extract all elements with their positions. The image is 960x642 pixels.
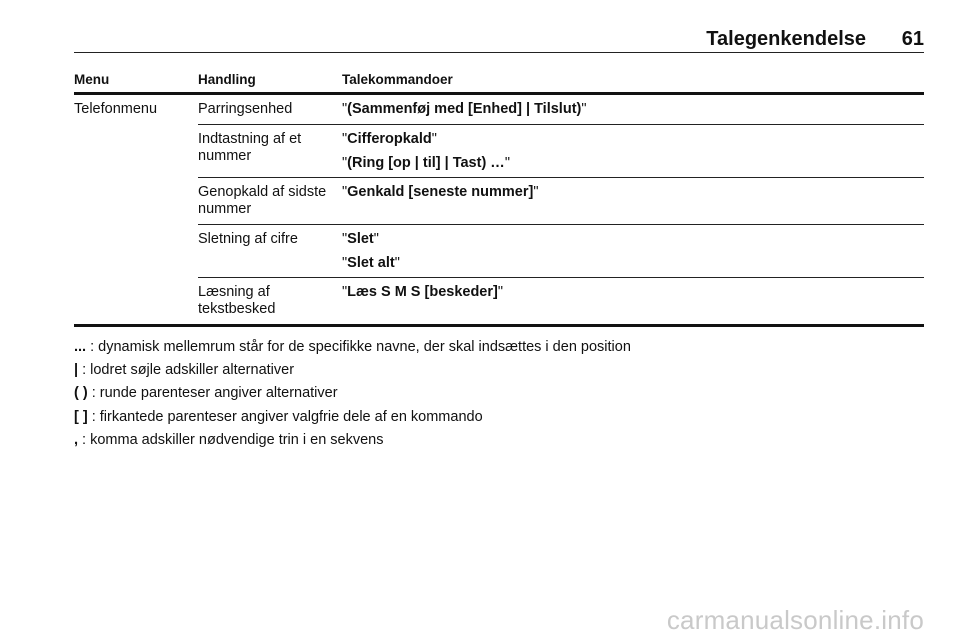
legend-item: ... : dynamisk mellemrum står for de specifikke navne, der skal indsættes i den position (74, 339, 631, 355)
commands-cell (342, 284, 503, 308)
page-title: Talegenkendelse (706, 28, 866, 50)
column-header-commands: Talekommandoer (342, 72, 453, 87)
watermark: carmanualsonline.info (666, 605, 924, 635)
action-cell: Sletning af cifre (198, 231, 298, 247)
page-number: 61 (901, 28, 924, 50)
voice-commands-table (74, 68, 924, 327)
column-header-action: Handling (198, 72, 256, 87)
table-bottom-rule (74, 324, 924, 327)
action-cell: Parringsenhed (198, 101, 293, 117)
voice-command: "Slet" (342, 231, 379, 247)
legend-item: [ ] : firkantede parenteser angiver valgfrie dele af en kommando (74, 408, 483, 425)
table-row (198, 125, 924, 178)
commands-cell (342, 184, 538, 208)
table-group-phone-menu (74, 95, 924, 327)
voice-command: "Genkald [seneste nummer]" (342, 184, 539, 200)
voice-command: "Slet alt" (342, 255, 400, 271)
voice-command: "(Sammenføj med [Enhed] | Tilslut)" (342, 101, 587, 117)
action-cell: Læsning af tekstbesked (198, 284, 276, 317)
table-row (74, 278, 924, 327)
legend-item: ( ) : runde parenteser angiver alternativer (74, 385, 338, 402)
table-row (198, 178, 924, 225)
page-header (74, 28, 924, 53)
table-header-row (74, 68, 924, 95)
commands-cell (342, 101, 587, 125)
legend-item: , : komma adskiller nødvendige trin i en sekvens (74, 431, 384, 448)
legend (74, 336, 631, 452)
menu-cell: Telefonmenu (74, 101, 158, 117)
voice-command: "Læs S M S [beskeder]" (342, 284, 503, 300)
action-cell: Genopkald af sidste nummer (198, 184, 327, 217)
commands-cell (342, 231, 400, 279)
action-cell: Indtastning af et nummer (198, 131, 302, 164)
table-row (198, 225, 924, 278)
commands-cell (342, 131, 510, 179)
table-row (198, 95, 924, 125)
column-header-menu: Menu (74, 72, 110, 87)
voice-command: "(Ring [op | til] | Tast) …" (342, 155, 510, 171)
voice-command: "Cifferopkald" (342, 131, 437, 147)
legend-item: | : lodret søjle adskiller alternativer (74, 362, 295, 379)
